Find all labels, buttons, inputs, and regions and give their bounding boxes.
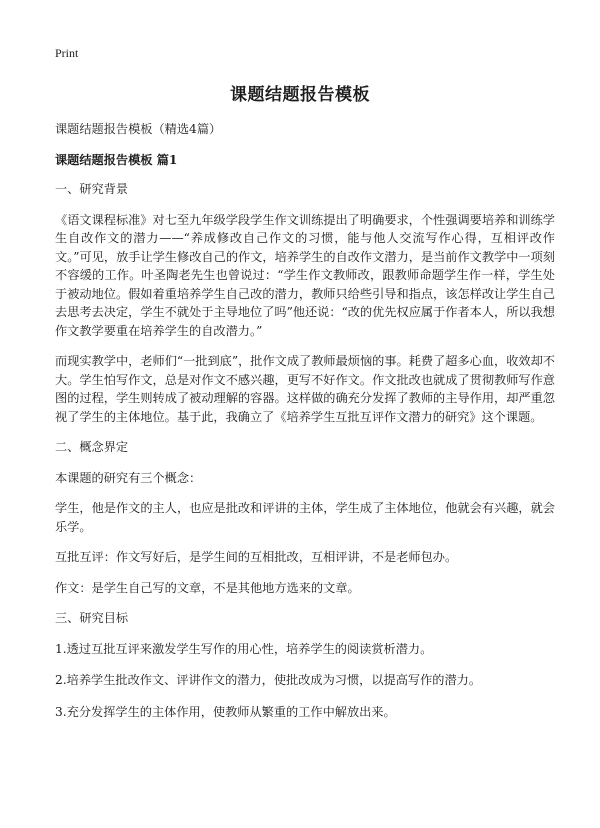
page-title: 课题结题报告模板 [230,85,370,105]
concept-student: 学生，他是作文的主人，也应是批改和评讲的主体，学生成了主体地位，他就会有兴趣，就会乐学。 [55,501,555,534]
section-heading-concepts: 二、概念界定 [55,440,129,454]
part-title: 课题结题报告模板 篇1 [55,152,178,167]
document-body [55,120,555,734]
goal-item-2: 2.培养学生批改作文、评讲作文的潜力，使批改成为习惯，以提高写作的潜力。 [55,673,482,687]
concept-mutual-review: 互批互评：作文写好后，是学生间的互相批改，互相评讲，不是老师包办。 [55,550,458,564]
concept-essay: 作文：是学生自己写的文章，不是其他地方选来的文章。 [55,580,360,595]
section-heading-background: 一、研究背景 [55,182,129,196]
print-link[interactable]: Print [55,46,79,60]
section-heading-goals: 三、研究目标 [55,611,129,625]
document-subtitle: 课题结题报告模板（精选4篇） [55,122,222,136]
concept-intro: 本课题的研究有三个概念： [55,470,202,485]
goal-item-1: 1.透过互批互评来激发学生写作的用心性，培养学生的阅读赏析潜力。 [55,641,433,656]
background-paragraph-2: 而现实教学中，老师们“一批到底”，批作文成了教师最烦恼的事。耗费了超多心血，收效却不大。学生怕写作文，总是对作文不感兴趣，更写不好作文。作文批改也就成了贯彻教师写作意图的过程，学生则转成了被动理解的容器。这样做的确充分发挥了教师的主导作用，却严重忽视了学生的主体地位。基于此，我确立了《培养学生互批互评作文潜力的研究》这个课题。 [55,354,555,424]
background-paragraph-1: 《语文课程标准》对七至九年级学段学生作文训练提出了明确要求，个性强调要培养和训练学生自改作文的潜力——“养成修改自己作文的习惯，能与他人交流写作心得，互相评改作文。”可见，放手让学生修改自己的作文，培养学生的自改作文潜力，是当前作文教学中一项刻不容缓的工作。叶圣陶老先生也曾说过：“学生作文教师改，跟教师命题学生作一样，学生处于被动地位。假如着重培养学生自己改的潜力，教师只给些引导和指点，该怎样改让学生自己去思考去决定，学生不就处于主导地位了吗”他还说：“改的优先权应属于作者本人，所以我想作文教学要重在培养学生的自改潜力。” [55,212,555,338]
goal-item-3: 3.充分发挥学生的主体作用，使教师从繁重的工作中解放出来。 [55,704,396,719]
